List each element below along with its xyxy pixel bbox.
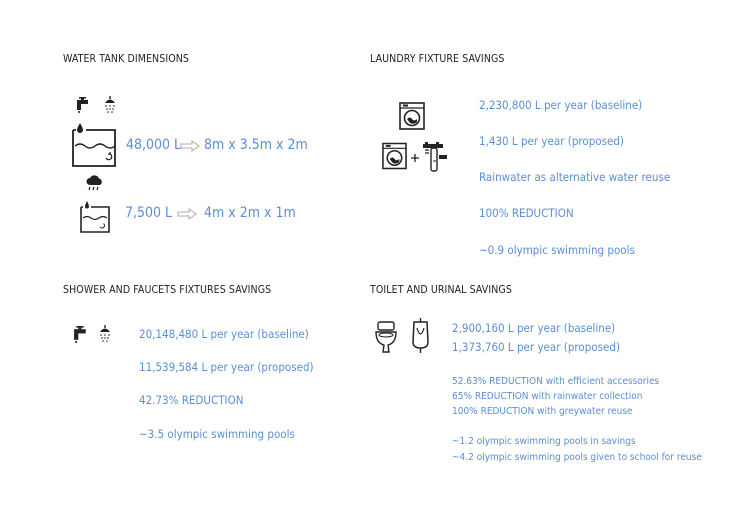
laundry-rainwater: Rainwater as alternative water reuse: [479, 170, 671, 184]
laundry-title: LAUNDRY FIXTURE SAVINGS: [370, 53, 505, 65]
toilet-reduction-rainwater: 65% REDUCTION with rainwater collection: [452, 391, 643, 402]
laundry-proposed: 1,430 L per year (proposed): [479, 134, 624, 148]
arrow-right-icon: [177, 208, 197, 220]
toilet-baseline: 2,900,160 L per year (baseline): [452, 321, 616, 335]
small-tank-dimensions: 4m x 2m x 1m: [204, 205, 296, 221]
washing-machine-icon: [382, 142, 407, 170]
tank-icon: [79, 200, 111, 234]
toilet-proposed: 1,373,760 L per year (proposed): [452, 340, 621, 354]
laundry-baseline: 2,230,800 L per year (baseline): [479, 98, 643, 112]
shower-proposed: 11,539,584 L per year (proposed): [139, 360, 314, 374]
shower-pools: ~3.5 olympic swimming pools: [139, 427, 295, 441]
water-tank-title: WATER TANK DIMENSIONS: [63, 53, 190, 65]
shower-icon: [98, 325, 112, 343]
large-tank-dimensions: 8m x 3.5m x 2m: [204, 137, 308, 153]
shower-reduction: 42.73% REDUCTION: [139, 393, 244, 407]
washing-machine-icon: [399, 102, 425, 130]
toilet-pools-savings: ~1.2 olympic swimming pools in savings: [452, 436, 636, 447]
laundry-reduction: 100% REDUCTION: [479, 206, 574, 220]
toilet-pools-school: ~4.2 olympic swimming pools given to school for reuse: [452, 452, 702, 463]
tank-icon: [70, 120, 118, 168]
small-tank-volume: 7,500 L: [125, 205, 173, 221]
large-tank-volume: 48,000 L: [126, 137, 182, 153]
faucet-icon: [76, 97, 92, 113]
shower-title: SHOWER AND FAUCETS FIXTURES SAVINGS: [63, 284, 272, 296]
toilet-reduction-greywater: 100% REDUCTION with greywater reuse: [452, 406, 633, 417]
urinal-icon: [411, 318, 430, 354]
shower-icon: [103, 96, 117, 114]
toilet-title: TOILET AND URINAL SAVINGS: [370, 284, 512, 296]
rainwater-tank-icon: [421, 141, 449, 173]
shower-baseline: 20,148,480 L per year (baseline): [139, 327, 309, 341]
faucet-icon: [73, 326, 90, 343]
rain-cloud-icon: [86, 176, 104, 192]
arrow-right-icon: [180, 140, 200, 152]
toilet-reduction-efficient: 52.63% REDUCTION with efficient accessories: [452, 376, 660, 387]
plus-icon: [411, 154, 419, 162]
toilet-icon: [375, 321, 397, 353]
laundry-pools: ~0.9 olympic swimming pools: [479, 243, 635, 257]
